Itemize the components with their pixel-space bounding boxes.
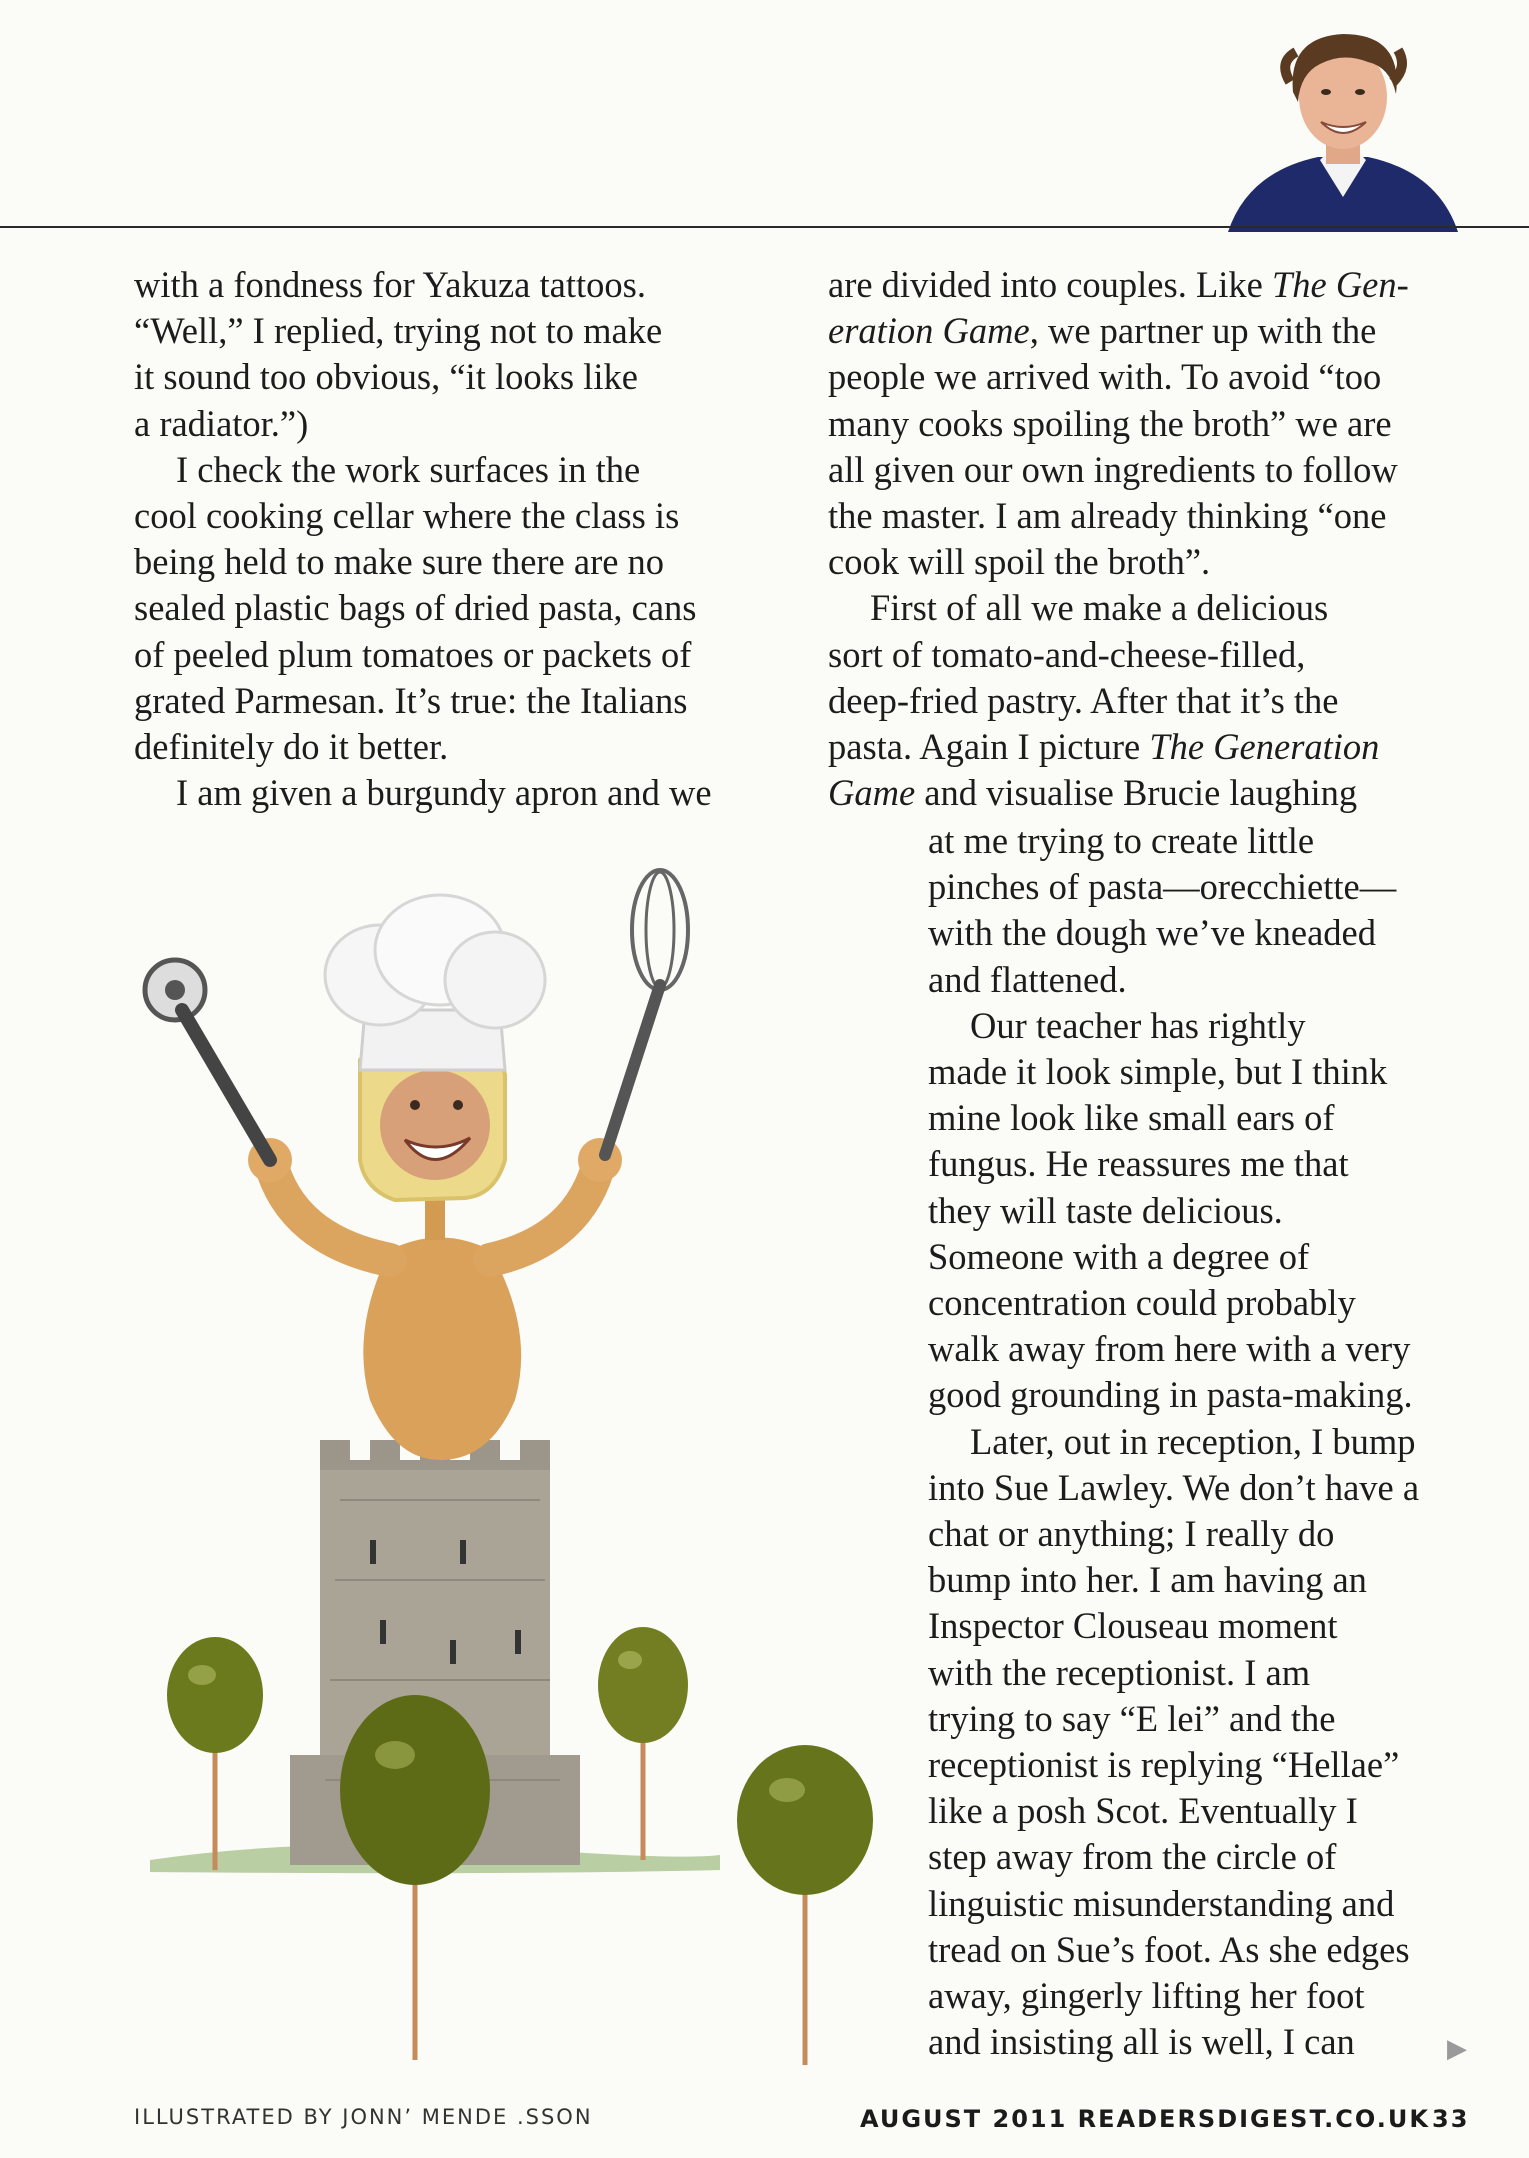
text-line: deep-fried pastry. After that it’s the — [828, 679, 1339, 721]
text-line: pasta. Again I picture The Generation — [828, 726, 1380, 768]
author-photo — [1208, 22, 1478, 232]
text-line: Someone with a degree of — [928, 1235, 1310, 1277]
text-line: First of all we make a delicious — [870, 587, 1329, 629]
olive-tree-icon — [167, 1637, 263, 1870]
text-line: bump into her. I am having an — [928, 1559, 1367, 1601]
text-line: at me trying to create little — [928, 820, 1315, 861]
page-number: 33 — [1432, 2105, 1470, 2133]
text-line: concentration could probably — [928, 1282, 1356, 1324]
text-line: pinches of pasta—orecchiette— — [928, 866, 1397, 908]
text-line: “Well,” I replied, trying not to make — [134, 310, 663, 352]
pastry-cutter-icon — [145, 960, 270, 1160]
text-line: away, gingerly lifting her foot — [928, 1975, 1365, 2017]
header-rule — [0, 226, 1529, 228]
text-line: sort of tomato-and-cheese-filled, — [828, 633, 1306, 675]
text-line: of peeled plum tomatoes or packets of — [134, 633, 692, 675]
text-line: definitely do it better. — [134, 726, 449, 768]
text-line: Game and visualise Brucie laughing — [828, 772, 1358, 814]
text-line: with a fondness for Yakuza tattoos. — [134, 264, 646, 305]
text-line: linguistic misunderstanding and — [928, 1882, 1395, 1924]
text-line: with the receptionist. I am — [928, 1651, 1311, 1693]
olive-tree-icon — [340, 1695, 490, 2060]
olive-tree-icon — [737, 1745, 873, 2065]
continue-arrow-icon: ▶ — [1447, 2034, 1467, 2064]
olive-tree-icon — [598, 1627, 688, 1860]
text-line: all given our own ingredients to follow — [828, 448, 1398, 490]
text-line: I check the work surfaces in the — [176, 448, 641, 490]
text-line: cool cooking cellar where the class is — [134, 495, 680, 537]
right-column-bottom — [928, 818, 1488, 2065]
text-line: many cooks spoiling the broth” we are — [828, 402, 1392, 444]
text-line: the master. I am already thinking “one — [828, 495, 1387, 537]
text-line: and insisting all is well, I can — [928, 2021, 1355, 2063]
text-line: I am given a burgundy apron and we — [176, 772, 712, 814]
text-line: Our teacher has rightly — [970, 1004, 1306, 1046]
right-column-top — [828, 262, 1488, 816]
text-line: with the dough we’ve kneaded — [928, 912, 1376, 954]
text-line: people we arrived with. To avoid “too — [828, 356, 1382, 398]
chef-hat-icon — [325, 895, 545, 1070]
text-line: made it look simple, but I think — [928, 1051, 1388, 1093]
left-column — [134, 262, 794, 816]
text-line: cook will spoil the broth”. — [828, 541, 1211, 583]
text-line: tread on Sue’s foot. As she edges — [928, 1928, 1410, 1970]
text-line: grated Parmesan. It’s true: the Italians — [134, 679, 688, 721]
whisk-icon — [605, 870, 688, 1155]
text-line: step away from the circle of — [928, 1836, 1337, 1878]
text-line: being held to make sure there are no — [134, 541, 665, 583]
text-line: trying to say “E lei” and the — [928, 1697, 1336, 1739]
illustration-credit: ILLUSTRATED BY JONNʼ MENDE .SSON — [134, 2105, 593, 2129]
text-line: into Sue Lawley. We don’t have a — [928, 1466, 1420, 1508]
text-line: fungus. He reassures me that — [928, 1143, 1349, 1185]
pasta-chef-illustration — [120, 860, 910, 2090]
text-line: it sound too obvious, “it looks like — [134, 356, 638, 398]
text-line: mine look like small ears of — [928, 1097, 1335, 1139]
text-line: eration Game, we partner up with the — [828, 310, 1377, 352]
text-line: Later, out in reception, I bump — [970, 1420, 1416, 1462]
text-line: receptionist is replying “Hellae” — [928, 1744, 1400, 1786]
text-line: and flattened. — [928, 958, 1127, 1000]
text-line: they will taste delicious. — [928, 1189, 1283, 1231]
issue-line: AUGUST 2011 READERSDIGEST.CO.UK — [860, 2105, 1430, 2133]
text-line: a radiator.”) — [134, 402, 309, 444]
text-line: are divided into couples. Like The Gen- — [828, 264, 1409, 305]
text-line: like a posh Scot. Eventually I — [928, 1790, 1358, 1832]
text-line: chat or anything; I really do — [928, 1513, 1335, 1555]
text-line: good grounding in pasta-making. — [928, 1374, 1413, 1416]
text-line: walk away from here with a very — [928, 1328, 1411, 1370]
text-line: Inspector Clouseau moment — [928, 1605, 1338, 1647]
text-line: sealed plastic bags of dried pasta, cans — [134, 587, 697, 629]
